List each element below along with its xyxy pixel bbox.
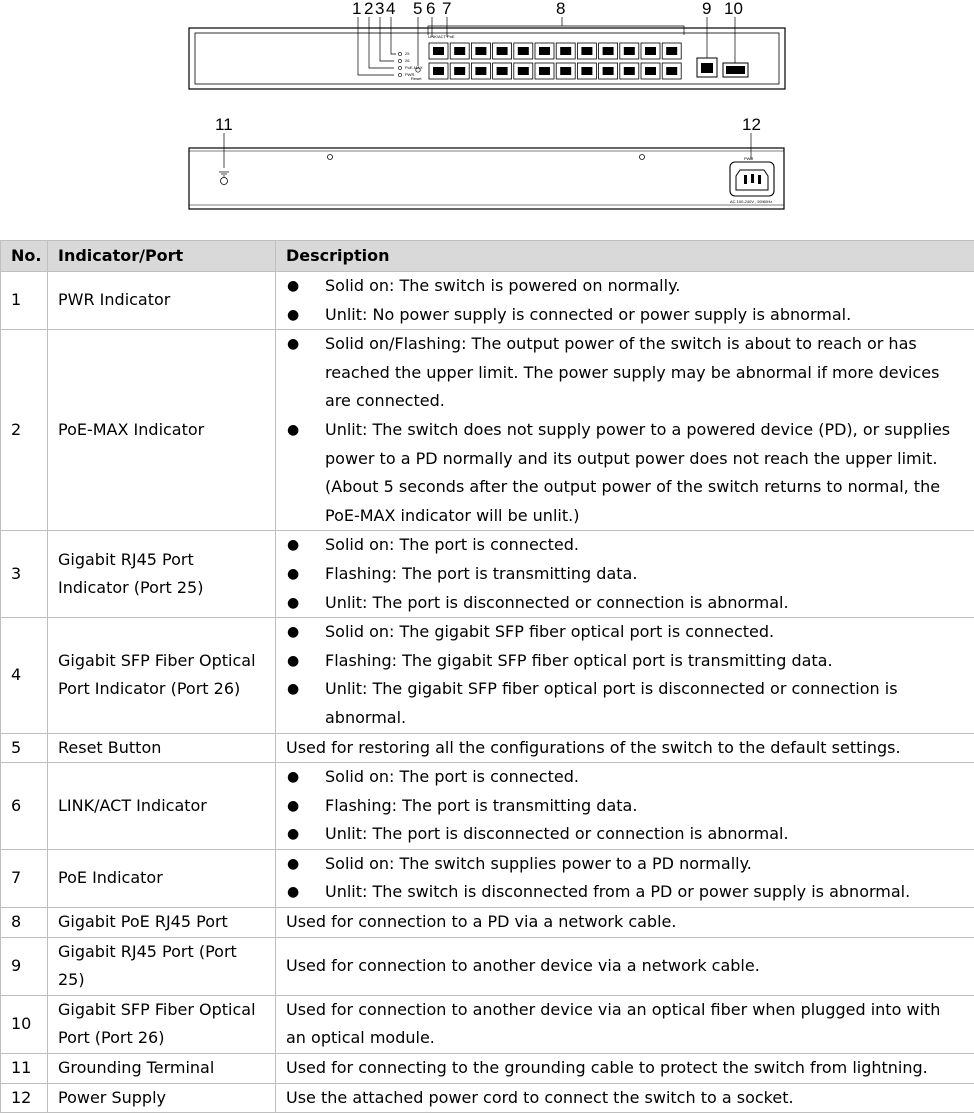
row-indicator-port: Grounding Terminal xyxy=(48,1054,276,1084)
header-description: Description xyxy=(276,241,974,272)
callout-2: 2 xyxy=(364,0,373,18)
callout-9: 9 xyxy=(702,0,711,18)
row-description xyxy=(276,272,974,330)
row-indicator-port: PoE-MAX Indicator xyxy=(48,330,276,531)
power-rating-label: AC 100-240V , 50/60Hz xyxy=(730,199,772,204)
bullet-text: Unlit: The gigabit SFP fiber optical port is disconnected or connection is abnormal. xyxy=(325,679,898,727)
led-label-pwr: PWR xyxy=(405,72,414,77)
row-indicator-port: Power Supply xyxy=(48,1083,276,1113)
bullet-text: Solid on: The switch is powered on normally. xyxy=(325,276,680,295)
callout-11: 11 xyxy=(215,115,233,134)
row-indicator-port: Gigabit SFP Fiber Optical Port Indicator (Port 26) xyxy=(48,618,276,733)
bullet-list xyxy=(286,330,964,530)
row-description: Used for restoring all the configurations of the switch to the default settings. xyxy=(276,733,974,763)
indicator-port-table xyxy=(0,240,974,1113)
bullet-list xyxy=(286,272,964,329)
row-number: 9 xyxy=(1,937,48,995)
callout-4: 4 xyxy=(386,0,395,18)
bullet-item xyxy=(286,850,964,879)
table-row xyxy=(1,330,974,531)
row-description xyxy=(276,849,974,907)
header-indicator-port: Indicator/Port xyxy=(48,241,276,272)
table-row xyxy=(1,272,974,330)
bullet-item xyxy=(286,589,964,618)
bullet-text: Solid on/Flashing: The output power of the switch is about to reach or has reached the upper limit. The power supply may be abnormal if more devices are connected. xyxy=(325,334,939,410)
callout-5: 5 xyxy=(413,0,422,18)
bullet-text: Flashing: The port is transmitting data. xyxy=(325,796,637,815)
table-row xyxy=(1,733,974,763)
power-socket-icon xyxy=(730,162,774,196)
row-description: Used for connection to another device via an optical fiber when plugged into with an optical module. xyxy=(276,995,974,1053)
bullet-text: Flashing: The gigabit SFP fiber optical port is transmitting data. xyxy=(325,651,833,670)
row-description: Use the attached power cord to connect the switch to a socket. xyxy=(276,1083,974,1113)
bullet-text: Solid on: The switch supplies power to a PD normally. xyxy=(325,854,752,873)
bullet-icon: ● xyxy=(287,763,299,792)
bullet-item xyxy=(286,675,964,732)
power-caption: PWR xyxy=(744,156,753,161)
bullet-list xyxy=(286,618,964,732)
table-row xyxy=(1,618,974,733)
bullet-item xyxy=(286,330,964,416)
bullet-icon: ● xyxy=(287,272,299,301)
row-indicator-port: Gigabit RJ45 Port (Port 25) xyxy=(48,937,276,995)
row-indicator-port: Gigabit RJ45 Port Indicator (Port 25) xyxy=(48,531,276,618)
row-indicator-port: LINK/ACT Indicator xyxy=(48,763,276,850)
bullet-icon: ● xyxy=(287,850,299,879)
bullet-icon: ● xyxy=(287,675,299,704)
table-row xyxy=(1,1083,974,1113)
callout-6: 6 xyxy=(426,0,435,18)
bullet-text: Solid on: The gigabit SFP fiber optical port is connected. xyxy=(325,622,774,641)
callout-8: 8 xyxy=(556,0,565,18)
row-description: Used for connection to another device via a network cable. xyxy=(276,937,974,995)
row-number: 5 xyxy=(1,733,48,763)
row-number: 6 xyxy=(1,763,48,850)
row-number: 12 xyxy=(1,1083,48,1113)
row-description: Used for connection to a PD via a network cable. xyxy=(276,908,974,938)
bullet-text: Unlit: The switch does not supply power to a powered device (PD), or supplies power to a PD normally and its output power does not reach the upper limit. (About 5 seconds after the output power of the switch returns to normal, the PoE-MAX indicator will be unlit.) xyxy=(325,420,950,525)
bullet-icon: ● xyxy=(287,792,299,821)
row-indicator-port: Gigabit SFP Fiber Optical Port (Port 26) xyxy=(48,995,276,1053)
bullet-icon: ● xyxy=(287,820,299,849)
row-indicator-port: PWR Indicator xyxy=(48,272,276,330)
row-description xyxy=(276,763,974,850)
led-label-26: 26 xyxy=(405,58,410,63)
port-group-label: LINK/ACT PoE xyxy=(428,34,455,39)
row-number: 11 xyxy=(1,1054,48,1084)
bullet-list xyxy=(286,763,964,849)
bullet-icon: ● xyxy=(287,878,299,907)
row-indicator-port: Gigabit PoE RJ45 Port xyxy=(48,908,276,938)
row-indicator-port: Reset Button xyxy=(48,733,276,763)
table-row xyxy=(1,908,974,938)
bullet-item xyxy=(286,531,964,560)
bullet-item xyxy=(286,560,964,589)
table-row xyxy=(1,995,974,1053)
switch-panel-diagram xyxy=(0,0,974,240)
bullet-item xyxy=(286,878,964,907)
bullet-list xyxy=(286,850,964,907)
bullet-item xyxy=(286,272,964,301)
bullet-icon: ● xyxy=(287,618,299,647)
bullet-item xyxy=(286,416,964,530)
callout-1: 1 xyxy=(352,0,361,18)
bullet-text: Unlit: The switch is disconnected from a PD or power supply is abnormal. xyxy=(325,882,910,901)
bullet-text: Solid on: The port is connected. xyxy=(325,767,579,786)
bullet-item xyxy=(286,647,964,676)
table-row xyxy=(1,763,974,850)
row-description xyxy=(276,330,974,531)
bullet-text: Unlit: No power supply is connected or power supply is abnormal. xyxy=(325,305,851,324)
table-row xyxy=(1,531,974,618)
row-description: Used for connecting to the grounding cable to protect the switch from lightning. xyxy=(276,1054,974,1084)
row-number: 2 xyxy=(1,330,48,531)
bullet-icon: ● xyxy=(287,560,299,589)
bullet-list xyxy=(286,531,964,617)
bullet-item xyxy=(286,763,964,792)
row-number: 8 xyxy=(1,908,48,938)
bullet-icon: ● xyxy=(287,330,299,359)
bullet-text: Flashing: The port is transmitting data. xyxy=(325,564,637,583)
bullet-item xyxy=(286,301,964,330)
row-number: 7 xyxy=(1,849,48,907)
callout-12: 12 xyxy=(742,115,761,134)
row-number: 10 xyxy=(1,995,48,1053)
bullet-icon: ● xyxy=(287,531,299,560)
callout-10: 10 xyxy=(724,0,743,18)
bullet-item xyxy=(286,792,964,821)
bullet-icon: ● xyxy=(287,589,299,618)
row-number: 1 xyxy=(1,272,48,330)
table-row xyxy=(1,937,974,995)
bullet-text: Unlit: The port is disconnected or connection is abnormal. xyxy=(325,593,789,612)
row-number: 4 xyxy=(1,618,48,733)
row-description xyxy=(276,618,974,733)
bullet-text: Solid on: The port is connected. xyxy=(325,535,579,554)
front-panel xyxy=(189,17,785,89)
bullet-item xyxy=(286,820,964,849)
led-label-poe-max: PoE-MAX xyxy=(405,65,423,70)
callout-3: 3 xyxy=(375,0,384,18)
row-description xyxy=(276,531,974,618)
row-indicator-port: PoE Indicator xyxy=(48,849,276,907)
rear-panel xyxy=(189,133,784,209)
table-row xyxy=(1,1054,974,1084)
row-number: 3 xyxy=(1,531,48,618)
table-header-row xyxy=(1,241,974,272)
callout-7: 7 xyxy=(442,0,451,18)
bullet-icon: ● xyxy=(287,301,299,330)
bullet-text: Unlit: The port is disconnected or connection is abnormal. xyxy=(325,824,789,843)
reset-label: Reset xyxy=(411,76,422,81)
header-no: No. xyxy=(1,241,48,272)
bullet-item xyxy=(286,618,964,647)
led-label-25: 25 xyxy=(405,51,410,56)
bullet-icon: ● xyxy=(287,416,299,445)
table-row xyxy=(1,849,974,907)
bullet-icon: ● xyxy=(287,647,299,676)
